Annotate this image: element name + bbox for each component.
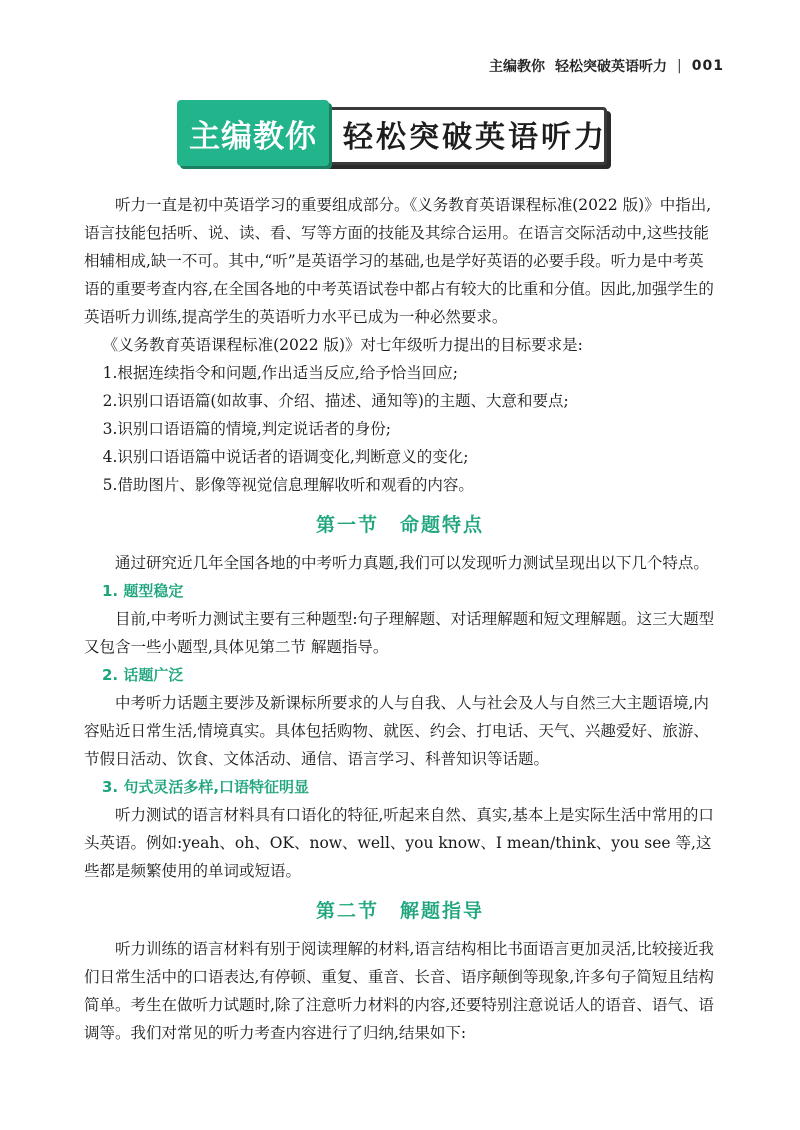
header-book-title: 轻松突破英语听力: [555, 59, 668, 75]
goal-item-5: 5.借助图片、影像等视觉信息理解收听和观看的内容。: [102, 476, 474, 494]
section-2-paragraph: 听力训练的语言材料有别于阅读理解的材料,语言结构相比书面语言更加灵活,比较接近我们日常生活中的口语表达,有停顿、重复、重音、长音、语序颠倒等现象,许多句子简短且结构简单。考生在做听力试题时,除了注意听力材料的内容,还要特别注意说话人的语音、语气、语调等。我们对常见的听力考查内容进行了归纳,结果如下:: [84, 940, 714, 1042]
page-number: 001: [691, 58, 724, 74]
paragraph-question-types: 目前,中考听力测试主要有三种题型:句子理解题、对话理解题和短文理解题。这三大题型又包含一些小题型,具体见第二节 解题指导。: [84, 610, 715, 656]
section-1-intro: 通过研究近几年全国各地的中考听力真题,我们可以发现听力测试呈现出以下几个特点。: [115, 554, 709, 572]
header-separator: |: [677, 58, 682, 74]
goal-item-3: 3.识别口语语篇的情境,判定说话者的身份;: [102, 420, 392, 438]
banner-tag: 主编教你: [177, 100, 329, 166]
running-header: [489, 56, 724, 76]
subheading-question-types: 1. 题型稳定: [102, 582, 184, 600]
paragraph-topics: 中考听力话题主要涉及新课标所要求的人与自我、人与社会及人与自然三大主题语境,内容贴近日常生活,情境真实。具体包括购物、就医、约会、打电话、天气、兴趣爱好、旅游、节假日活动、饮食、文体活动、通信、语言学习、科普知识等话题。: [84, 694, 709, 768]
goal-item-2: 2.识别口语语篇(如故事、介绍、描述、通知等)的主题、大意和要点;: [102, 392, 569, 410]
goal-item-1: 1.根据连续指令和问题,作出适当反应,给予恰当回应;: [102, 364, 458, 382]
section-2-title: 第二节 解题指导: [315, 900, 484, 922]
goal-item-4: 4.识别口语语篇中说话者的语调变化,判断意义的变化;: [102, 448, 469, 466]
subheading-topics: 2. 话题广泛: [102, 666, 184, 684]
section-1-title: 第一节 命题特点: [315, 514, 484, 536]
header-book-label: 主编教你: [489, 59, 546, 75]
paragraph-sentence-patterns: 听力测试的语言材料具有口语化的特征,听起来自然、真实,基本上是实际生活中常用的口头英语。例如:yeah、oh、OK、now、well、you know、I mean/think、you see 等,这些都是频繁使用的单词或短语。: [84, 806, 714, 880]
intro-standard-line: 《义务教育英语课程标准(2022 版)》对七年级听力提出的目标要求是:: [102, 336, 583, 354]
chapter-banner: [177, 100, 607, 168]
subheading-sentence-patterns: 3. 句式灵活多样,口语特征明显: [102, 778, 310, 796]
page-body: [84, 191, 716, 1047]
intro-paragraph: 听力一直是初中英语学习的重要组成部分。《义务教育英语课程标准(2022 版)》中指出,语言技能包括听、说、读、看、写等方面的技能及其综合运用。在语言交际活动中,这些技能相辅相成,缺一不可。其中,“听”是英语学习的基础,也是学好英语的必要手段。听力是中考英语的重要考查内容,在全国各地的中考英语试卷中都占有较大的比重和分值。因此,加强学生的英语听力训练,提高学生的英语听力水平已成为一种必然要求。: [84, 196, 714, 326]
banner-title: 轻松突破英语听力: [343, 120, 607, 155]
